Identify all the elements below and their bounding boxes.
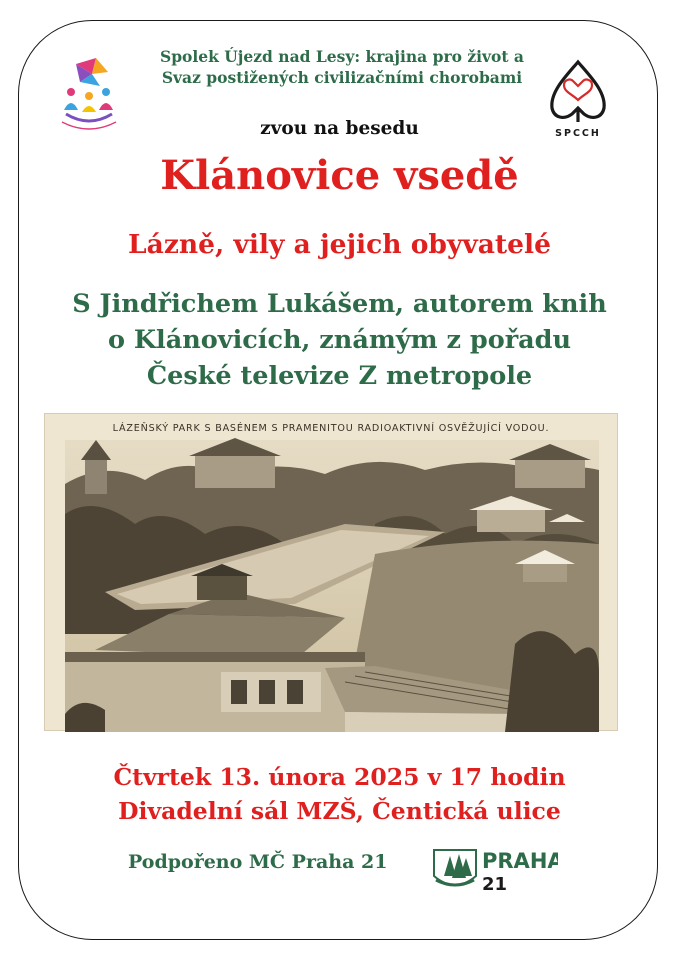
organizers — [132, 46, 552, 88]
organizer-line-2: Svaz postižených civilizačními chorobami — [161, 68, 523, 87]
spa-park-illustration — [45, 414, 619, 732]
organizer-line-1: Spolek Újezd nad Lesy: krajina pro život a — [160, 47, 524, 66]
historical-spa-photo — [44, 413, 618, 731]
guest-line-2: o Klánovicích, známým z pořadu — [107, 325, 572, 355]
guest-line-1: S Jindřichem Lukášem, autorem knih — [72, 289, 607, 319]
praha-number: 21 — [482, 874, 508, 894]
page-subtitle: Lázně, vily a jejich obyvatelé — [128, 229, 551, 260]
spcch-logo-text: SPCCH — [555, 128, 601, 139]
support-note: Podpořeno MČ Praha 21 — [128, 851, 388, 873]
event-datetime: Čtvrtek 13. února 2025 v 17 hodin — [113, 763, 566, 791]
guest-line-3: České televize Z metropole — [146, 361, 533, 391]
praha-word: PRAHA — [482, 849, 558, 873]
page-title: Klánovice vsedě — [160, 152, 519, 199]
photo-caption: LÁZEŇSKÝ PARK S BASÉNEM S PRAMENITOU RADIOAKTIVNÍ OSVĚŽUJÍCÍ VODOU. — [112, 423, 550, 434]
event-details — [0, 760, 679, 828]
invite-line: zvou na besedu — [260, 118, 419, 139]
guest-info — [0, 286, 679, 394]
event-venue: Divadelní sál MZŠ, Čentická ulice — [118, 797, 561, 825]
praha-21-trees-logo-icon — [432, 846, 558, 894]
